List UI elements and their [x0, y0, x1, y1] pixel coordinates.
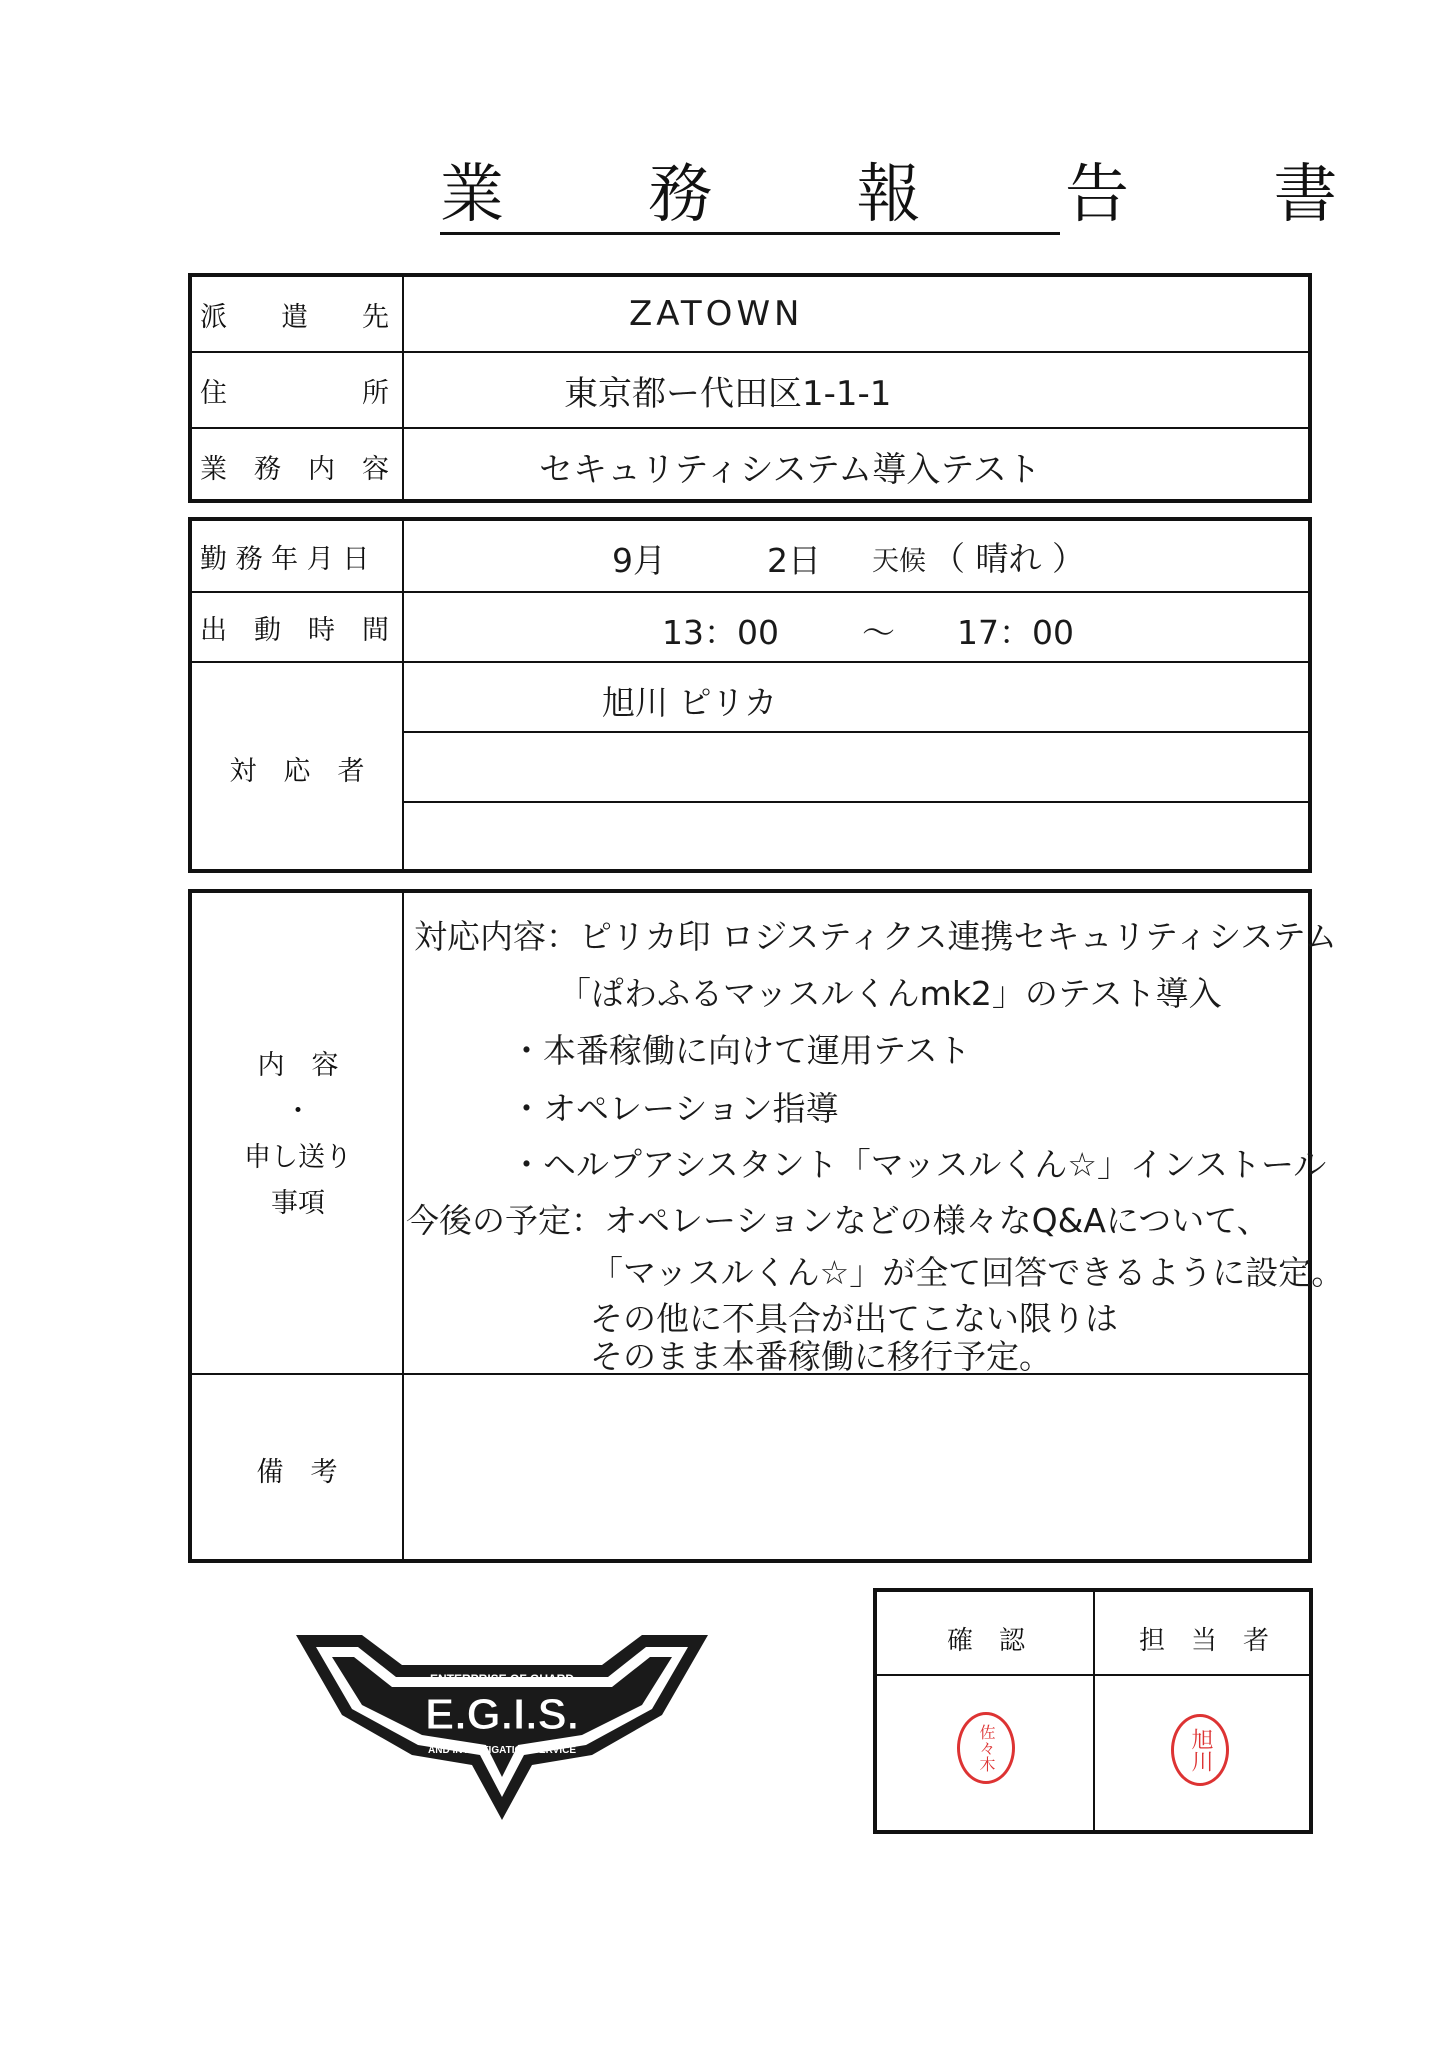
address-value: 東京都ー代田区1-1-1	[564, 373, 892, 414]
address-label: 住 所	[192, 353, 404, 427]
work-content-value: セキュリティシステム導入テスト	[539, 449, 1041, 490]
staff-row	[192, 663, 1308, 873]
staff-name-1: 旭川 ピリカ	[602, 683, 778, 722]
report-table	[188, 889, 1345, 1563]
logo-main-text: E.G.I.S.	[424, 1690, 580, 1739]
site-info-table	[188, 273, 1312, 503]
content-label-cell	[192, 893, 404, 1373]
staff-label: 対 応 者	[229, 755, 365, 787]
logo-top-text: ENTERPRISE OF GUARD	[429, 1672, 575, 1686]
staff-label-cell	[192, 663, 404, 873]
logo-bottom-text: AND INVESTIGATION SERVICE	[428, 1745, 576, 1756]
document-title: 業 務 報 告 書	[440, 158, 1400, 232]
content-label: 内 容	[257, 1050, 339, 1081]
confirm-stamp-text: 佐々木	[977, 1724, 996, 1772]
staff-divider-1	[404, 731, 1308, 733]
content-row	[192, 893, 1345, 1376]
confirm-stamp	[957, 1712, 1015, 1784]
approval-table	[873, 1588, 1313, 1834]
date-label: 勤 務 年 月 日	[192, 521, 404, 591]
weather-label: 天候	[872, 546, 926, 577]
remarks-row	[192, 1375, 1308, 1563]
confirm-label: 確 認	[947, 1626, 1026, 1656]
month-value: 9月	[612, 541, 666, 580]
date-row	[192, 521, 1308, 593]
approval-header-row	[877, 1592, 1309, 1676]
work-info-table	[188, 517, 1312, 873]
content-line-9: そのまま本番稼働に移行予定。	[590, 1337, 1052, 1376]
content-line-6: 今後の予定：オペレーションなどの様々なQ&Aについて、	[406, 1201, 1270, 1240]
address-row	[192, 353, 1308, 429]
work-content-label: 業 務 内 容	[192, 429, 404, 503]
site-value: ZATOWN	[629, 294, 804, 334]
end-time: 17：00	[957, 613, 1074, 652]
content-line-2: 「ぱわふるマッスルくんmk2」のテスト導入	[558, 974, 1222, 1013]
time-label: 出 動 時 間	[192, 593, 404, 661]
remarks-label-cell	[192, 1375, 404, 1563]
matters-label: 事項	[271, 1188, 325, 1219]
content-line-4: ・オペレーション指導	[510, 1089, 839, 1128]
weather-value: （ 晴れ ）	[932, 539, 1085, 578]
content-line-3: ・本番稼働に向けて運用テスト	[510, 1031, 971, 1070]
content-line-8: その他に不具合が出てこない限りは	[590, 1299, 1118, 1338]
charge-stamp-text: 旭川	[1188, 1728, 1213, 1772]
tilde: ～	[862, 613, 895, 652]
remarks-label: 備 考	[256, 1456, 338, 1488]
site-label: 派 遣 先	[192, 277, 404, 351]
site-row	[192, 277, 1308, 353]
content-line-1: 対応内容：ピリカ印 ロジスティクス連携セキュリティシステム	[414, 917, 1337, 956]
start-time: 13：00	[662, 613, 779, 652]
content-line-7: 「マッスルくん☆」が全て回答できるように設定。	[590, 1253, 1345, 1292]
staff-divider-2	[404, 801, 1308, 803]
time-row	[192, 593, 1308, 663]
day-value: 2日	[767, 541, 821, 580]
charge-label: 担 当 者	[1139, 1626, 1270, 1656]
work-content-row	[192, 429, 1308, 503]
charge-stamp	[1171, 1714, 1229, 1786]
title-underline	[440, 232, 1060, 235]
content-line-5: ・ヘルプアシスタント「マッスルくん☆」インストール	[510, 1145, 1327, 1184]
handover-label: 申し送り	[244, 1142, 352, 1173]
content-label-dot: ・	[284, 1096, 312, 1127]
egis-logo	[292, 1625, 712, 1825]
